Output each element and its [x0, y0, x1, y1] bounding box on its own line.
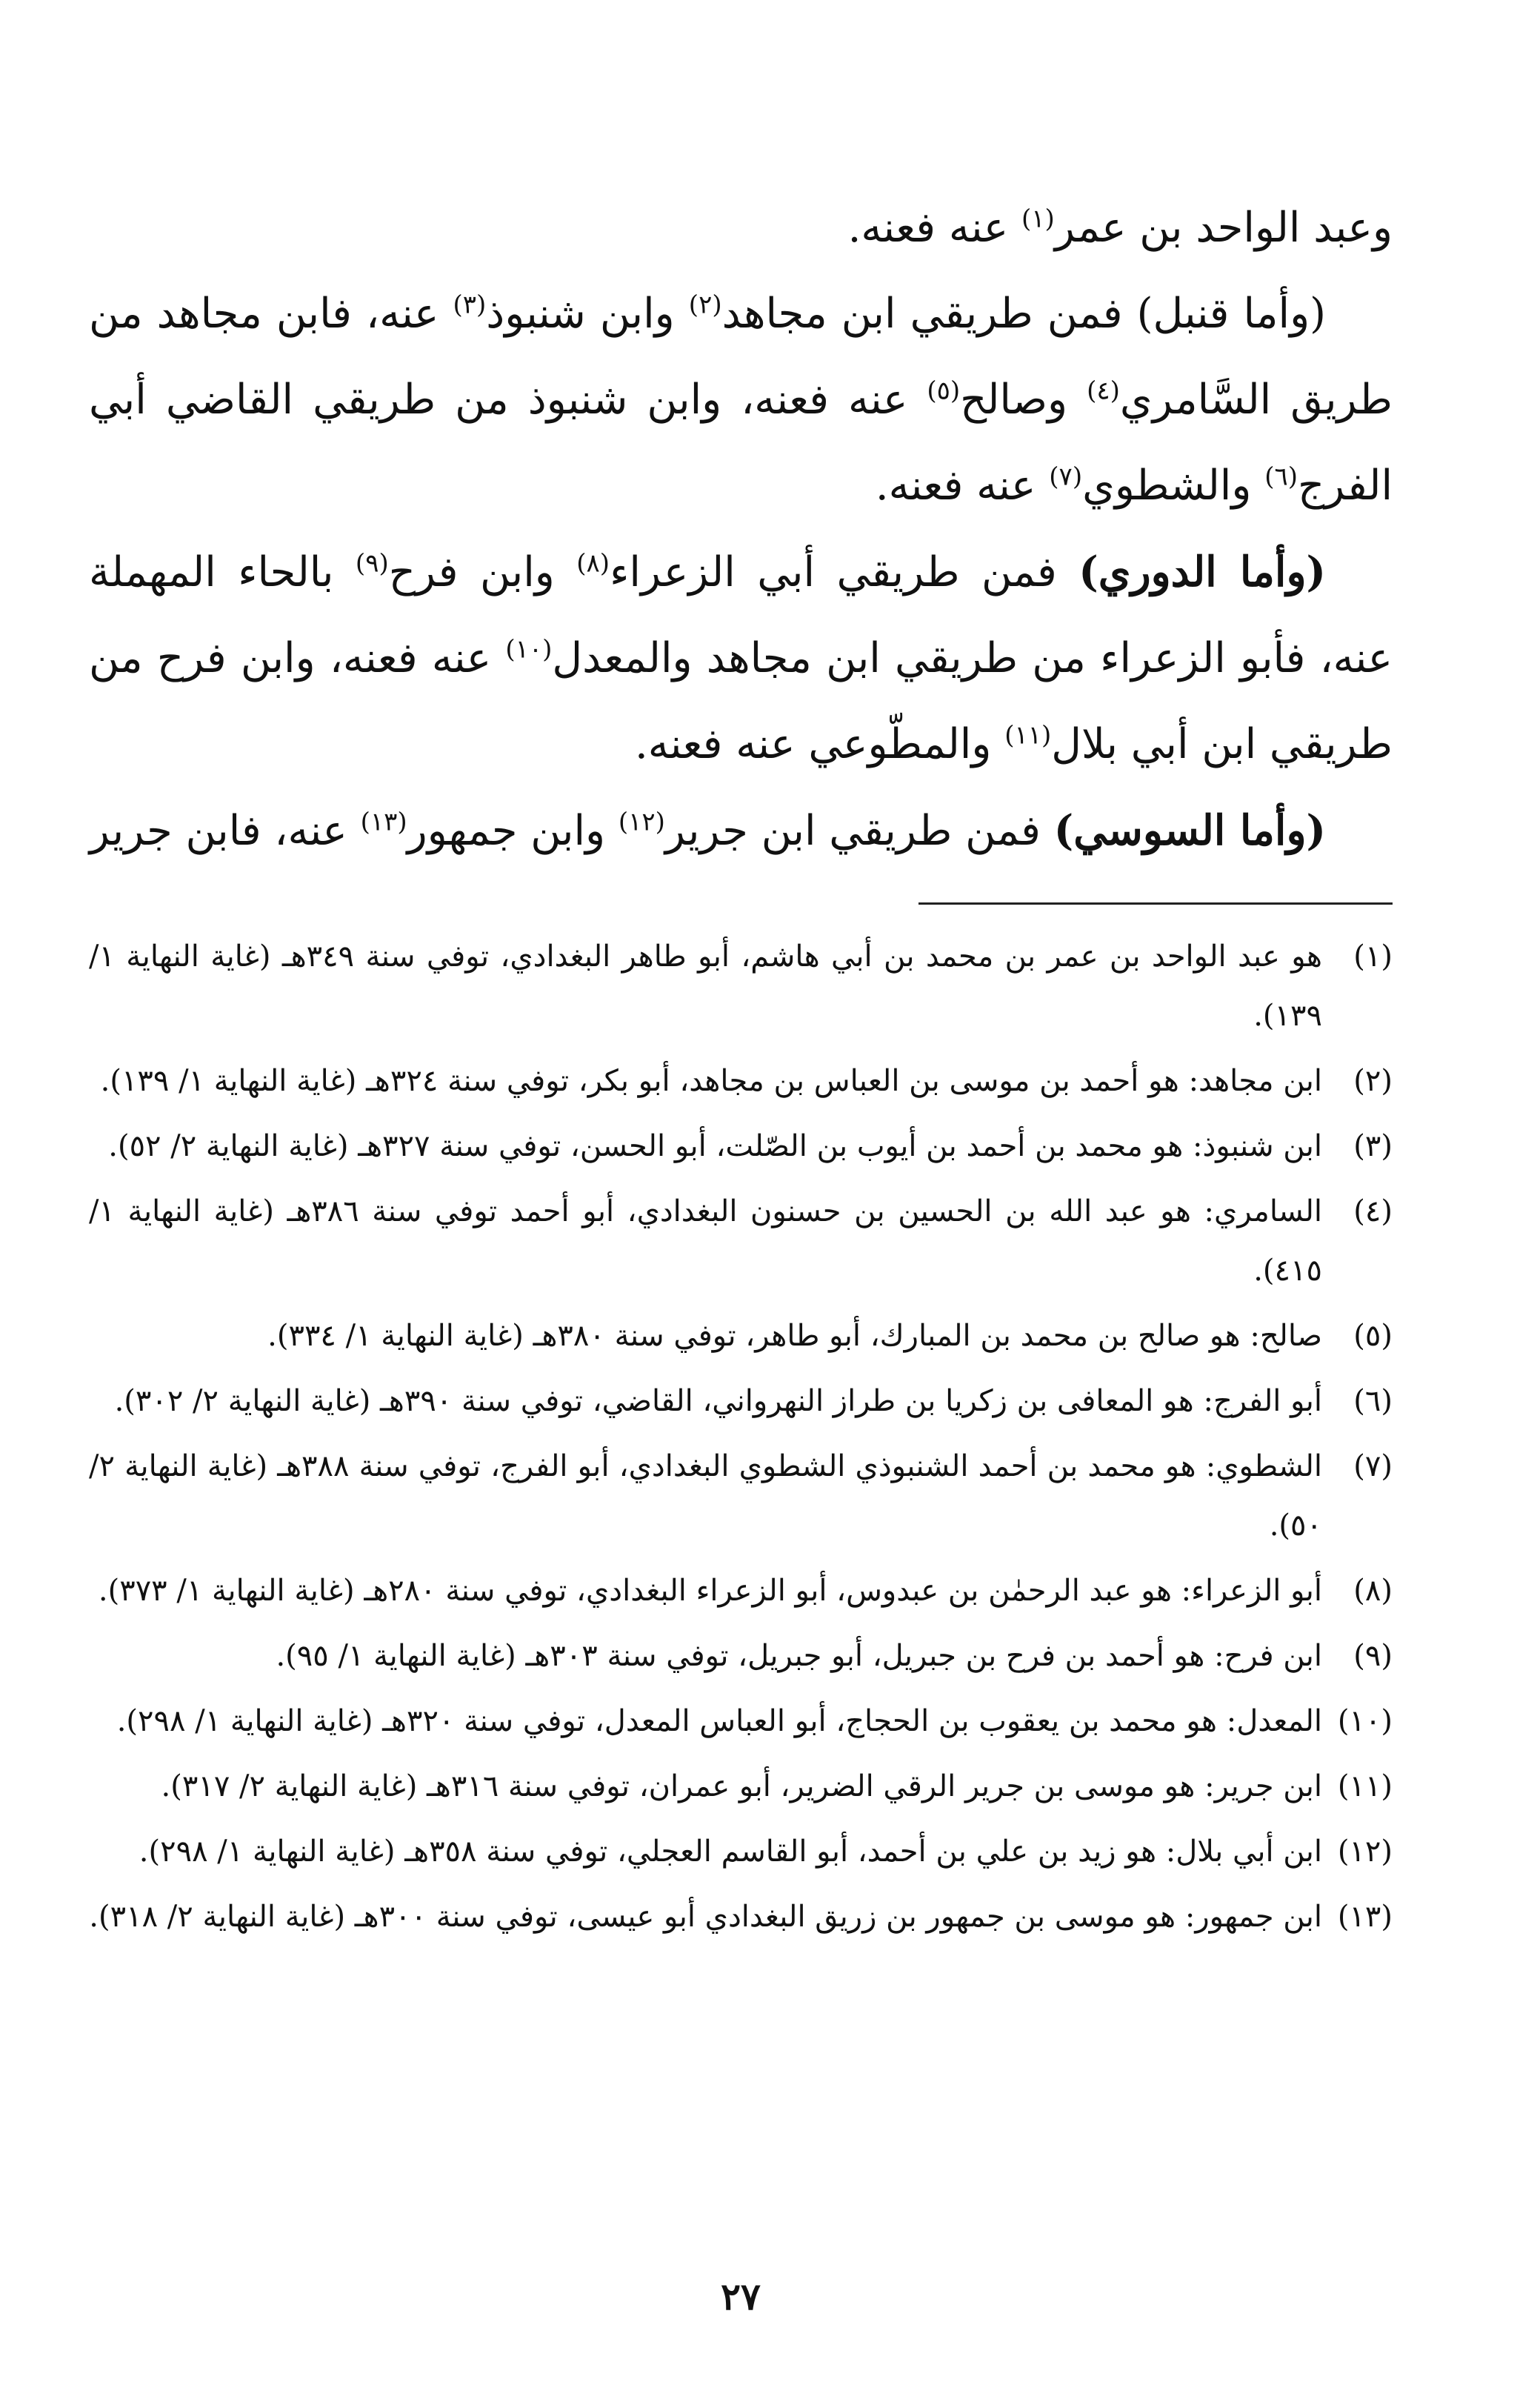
footnote — [89, 1757, 1393, 1816]
footnote-number: (١١) — [1337, 1769, 1393, 1803]
footnote — [89, 1822, 1393, 1881]
footnote — [89, 927, 1393, 1045]
paragraph-text: عنه، فابن جرير — [89, 807, 361, 855]
footnote-reference: (١١) — [1004, 720, 1052, 751]
main-text — [89, 185, 1393, 874]
footnote-text: أبو الفرج: هو المعافى بن زكريا بن طراز النهرواني، القاضي، توفي سنة ٣٩٠هـ (غاية النهاية ٢/ ٣٠٢). — [114, 1384, 1322, 1418]
footnote-reference: (٥) — [927, 376, 961, 406]
paragraph-text: عنه فعنه، وابن فرح من طريقي ابن أبي بلال — [89, 634, 1393, 768]
footnote-text: السامري: هو عبد الله بن الحسين بن حسنون البغدادي، أبو أحمد توفي سنة ٣٨٦هـ (غاية النهاية ١/ ٤١٥). — [89, 1194, 1322, 1288]
footnote-number: (١٣) — [1337, 1900, 1393, 1934]
footnote-reference: (١٣) — [360, 807, 407, 837]
footnote-number: (٦) — [1353, 1384, 1393, 1418]
footnote-text: ابن مجاهد: هو أحمد بن موسى بن العباس بن مجاهد، أبو بكر، توفي سنة ٣٢٤هـ (غاية النهاية ١/ ١٣٩). — [100, 1064, 1322, 1098]
footnote-text: ابن أبي بلال: هو زيد بن علي بن أحمد، أبو القاسم العجلي، توفي سنة ٣٥٨هـ (غاية النهاية ١/ ٢٩٨). — [139, 1835, 1322, 1869]
footnote-text: صالح: هو صالح بن محمد بن المبارك، أبو طاهر، توفي سنة ٣٨٠هـ (غاية النهاية ١/ ٣٣٤). — [267, 1319, 1322, 1353]
footnote — [89, 1561, 1393, 1620]
footnote — [89, 1437, 1393, 1555]
footnote — [89, 1051, 1393, 1111]
footnote-number: (٥) — [1353, 1319, 1393, 1353]
paragraph-text: وابن شنبوذ — [486, 290, 689, 338]
footnote-number: (٧) — [1353, 1449, 1393, 1483]
footnote-text: أبو الزعراء: هو عبد الرحمٰن بن عبدوس، أبو الزعراء البغدادي، توفي سنة ٢٨٠هـ (غاية النهاية ١/ ٣٧٣). — [98, 1574, 1322, 1608]
footnote-reference: (٤) — [1087, 376, 1120, 406]
footnote-number: (٤) — [1353, 1194, 1393, 1228]
footnote-reference: (٦) — [1264, 462, 1298, 492]
paragraph-text: عنه فعنه، وابن شنبوذ من طريقي القاضي أبي الفرج — [89, 376, 1393, 510]
paragraph-1 — [89, 185, 1393, 271]
paragraph-text: عنه فعنه. — [847, 204, 1022, 252]
footnote — [89, 1182, 1393, 1300]
footnote-number: (٣) — [1353, 1129, 1393, 1163]
footnote-text: ابن فرح: هو أحمد بن فرح بن جبريل، أبو جبريل، توفي سنة ٣٠٣هـ (غاية النهاية ١/ ٩٥). — [276, 1639, 1322, 1673]
section-lead: (وأما الدوري) — [1078, 548, 1327, 596]
paragraph-douri — [89, 529, 1393, 788]
footnote-number: (١٠) — [1337, 1704, 1393, 1738]
footnote-reference: (١٠) — [505, 634, 553, 665]
paragraph-text: وابن جمهور — [407, 807, 619, 855]
footnote — [89, 1306, 1393, 1366]
footnote-reference: (٨) — [576, 548, 610, 579]
footnote-reference: (٩) — [355, 548, 389, 579]
footnote — [89, 1692, 1393, 1751]
footnotes — [89, 927, 1393, 1946]
paragraph-text: فمن طريقي أبي الزعراء — [610, 548, 1079, 596]
section-lead: (وأما السوسي) — [1053, 806, 1326, 855]
paragraph-text: وعبد الواحد بن عمر — [1054, 204, 1393, 252]
paragraph-text: وابن فرح — [388, 548, 577, 596]
footnote-text: ابن جمهور: هو موسى بن جمهور بن زريق البغدادي أبو عيسى، توفي سنة ٣٠٠هـ (غاية النهاية ٢/ ٣١٨). — [89, 1900, 1322, 1934]
footnote-separator — [918, 902, 1393, 905]
footnote-text: المعدل: هو محمد بن يعقوب بن الحجاج، أبو العباس المعدل، توفي سنة ٣٢٠هـ (غاية النهاية ١/ ٢٩٨). — [116, 1704, 1322, 1738]
paragraph-qunbul — [89, 271, 1393, 529]
paragraph-text: فمن طريقي ابن مجاهد — [721, 290, 1137, 338]
footnote-reference: (١) — [1021, 204, 1055, 234]
footnote-reference: (٢) — [688, 290, 722, 320]
paragraph-text: عنه فعنه. — [875, 462, 1050, 510]
paragraph-text: والشطوي — [1082, 462, 1265, 510]
footnote — [89, 1371, 1393, 1431]
book-page — [89, 185, 1393, 2371]
footnote — [89, 1887, 1393, 1946]
footnote-text: ابن جرير: هو موسى بن جرير الرقي الضرير، أبو عمران، توفي سنة ٣١٦هـ (غاية النهاية ٢/ ٣١٧). — [161, 1769, 1322, 1803]
footnote-reference: (٣) — [453, 290, 487, 320]
footnote-text: الشطوي: هو محمد بن أحمد الشنبوذي الشطوي البغدادي، أبو الفرج، توفي سنة ٣٨٨هـ (غاية النهاية ٢/ ٥٠). — [89, 1449, 1323, 1543]
footnote-text: هو عبد الواحد بن عمر بن محمد بن أبي هاشم، أبو طاهر البغدادي، توفي سنة ٣٤٩هـ (غاية النهاية ١/ ١٣٩). — [89, 939, 1322, 1033]
footnote-reference: (١٢) — [618, 807, 665, 837]
paragraph-text: والمطّوعي عنه فعنه. — [634, 720, 1005, 768]
footnote-text: ابن شنبوذ: هو محمد بن أحمد بن أيوب بن الصّلت، أبو الحسن، توفي سنة ٣٢٧هـ (غاية النهاية ٢/ ٥٢). — [108, 1129, 1322, 1163]
paragraph-text: عنه، فابن مجاهد من طريق السَّامري — [89, 290, 1393, 424]
footnote-number: (٩) — [1353, 1639, 1393, 1673]
footnote-number: (٨) — [1353, 1574, 1393, 1608]
footnote-number: (٢) — [1353, 1064, 1393, 1098]
paragraph-sousi — [89, 788, 1393, 874]
section-lead: (وأما قنبل) — [1136, 290, 1326, 338]
footnote — [89, 1117, 1393, 1176]
footnote-number: (١٢) — [1337, 1835, 1393, 1869]
paragraph-text: بالحاء المهملة عنه، فأبو الزعراء من طريقي ابن مجاهد والمعدل — [89, 548, 1393, 682]
footnote-number: (١) — [1353, 939, 1393, 974]
footnote — [89, 1626, 1393, 1686]
paragraph-text: وصالح — [960, 376, 1087, 424]
footnote-reference: (٧) — [1049, 462, 1083, 492]
paragraph-text: فمن طريقي ابن جرير — [664, 807, 1054, 855]
page-number: ٢٧ — [721, 2275, 761, 2318]
